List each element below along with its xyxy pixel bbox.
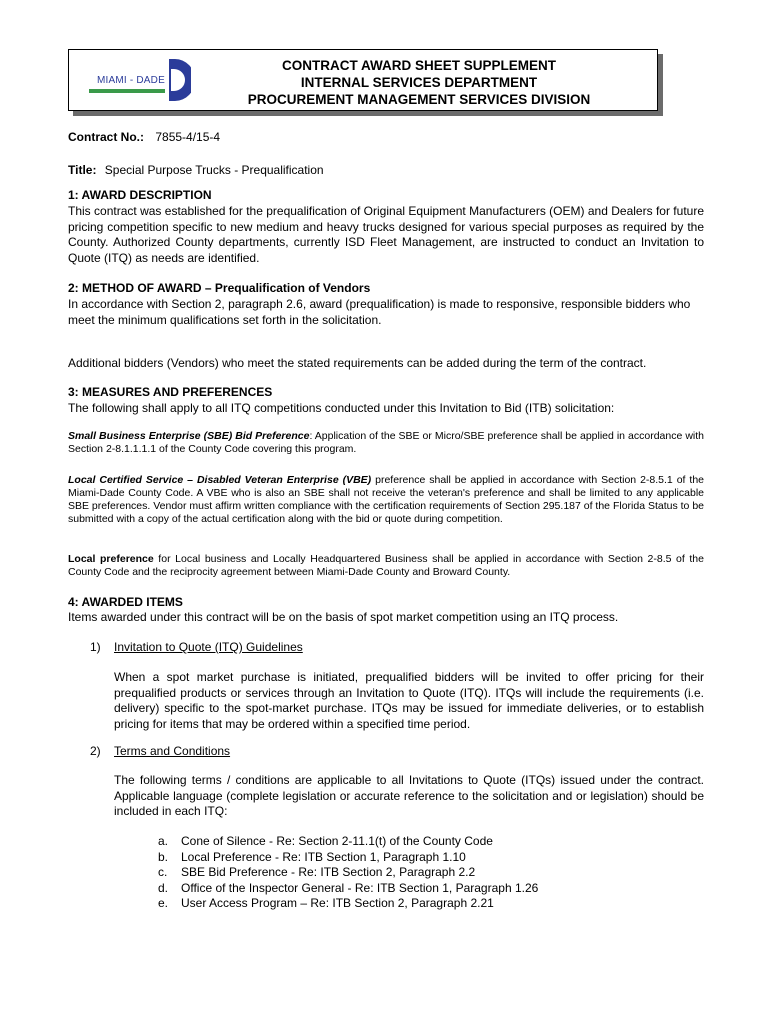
section-2-heading: 2: METHOD OF AWARD – Prequalification of Vendors: [68, 281, 371, 295]
vbe-text: preference shall be applied in accordance with Section 2-8.5.1 of the Miami-Dade County Code. A VBE who is also an SBE shall not receive the veteran's preference and shall be limited to any applicable SBE preferences. Vendor must affirm written compliance with the certification requirements of Section 295.187 of the Florida Status to be submitted with a copy of the actual certification along with the bid or quote during competition.: [68, 474, 704, 525]
sbe-preference: [68, 430, 704, 456]
section-2-body: In accordance with Section 2, paragraph 2.6, award (prequalification) is made to responsive, responsible bidders who meet the minimum qualifications set forth in the solicitation.: [68, 297, 691, 327]
section-4-heading: 4: AWARDED ITEMS: [68, 595, 183, 609]
header-title: [199, 57, 639, 108]
section-1-heading: 1: AWARD DESCRIPTION: [68, 188, 212, 202]
section-3-heading: 3: MEASURES AND PREFERENCES: [68, 385, 273, 399]
header-line-2: INTERNAL SERVICES DEPARTMENT: [300, 75, 538, 90]
sbe-text: : Application of the SBE or Micro/SBE preference shall be applied in accordance with Section 2-8.1.1.1.1 of the County Code covering this program.: [68, 430, 704, 455]
section-2-additional: Additional bidders (Vendors) who meet the stated requirements can be added during the term of the contract.: [68, 356, 647, 370]
local-text: for Local business and Locally Headquartered Business shall be applied in accordance with Section 2-8.5 of the County Code and the reciprocity agreement between Miami-Dade County and Broward County.: [68, 553, 704, 578]
contract-number-value: 7855-4/15-4: [155, 130, 221, 144]
contract-number-label: Contract No.:: [68, 130, 144, 144]
list-item: [158, 865, 578, 881]
list-item-text: Office of the Inspector General - Re: ITB Section 1, Paragraph 1.26: [181, 880, 539, 895]
list-item-text: SBE Bid Preference - Re: ITB Section 2, Paragraph 2.2: [181, 865, 476, 879]
section-4-intro: Items awarded under this contract will be on the basis of spot market competition using an ITQ process.: [68, 610, 619, 624]
list-item: [158, 850, 578, 866]
list-item-letter: c.: [158, 865, 168, 879]
list-item: [158, 834, 578, 850]
list-item-number: 2): [90, 744, 101, 758]
list-item-text: User Access Program – Re: ITB Section 2, Paragraph 2.21: [181, 896, 494, 910]
contract-title: [68, 163, 704, 179]
logo-text: MIAMI - DADE: [97, 75, 165, 86]
itq-guidelines-body: When a spot market purchase is initiated, prequalified bidders will be invited to offer pricing for their prequalified products or services through an Invitation to Quote (ITQ). ITQs will include the requirements (i.e. delivery) specific to the spot-market purchase. ITQs may be issued for immediate deliveries, or to establish pricing for items that may be ordered within a specified time period.: [114, 670, 704, 731]
list-item-letter: b.: [158, 849, 169, 864]
list-item-text: Cone of Silence - Re: Section 2-11.1(t) of the County Code: [181, 834, 493, 848]
terms-conditions-body: The following terms / conditions are applicable to all Invitations to Quote (ITQs) issued under the contract. Applicable language (complete legislation or accurate reference to the solicitation and or legislation) should be included in each ITQ:: [114, 773, 704, 818]
sbe-label: Small Business Enterprise (SBE) Bid Preference: [68, 430, 310, 442]
list-item: [158, 881, 578, 897]
terms-list: [68, 834, 704, 914]
local-preference: [68, 553, 704, 579]
list-item-title: Invitation to Quote (ITQ) Guidelines: [114, 640, 303, 654]
contract-title-label: Title:: [68, 163, 97, 177]
list-item-letter: a.: [158, 834, 169, 848]
list-item-title: Terms and Conditions: [114, 744, 231, 758]
list-item-letter: d.: [158, 880, 169, 895]
header-line-3: PROCUREMENT MANAGEMENT SERVICES DIVISION: [247, 92, 591, 107]
contract-number: [68, 130, 704, 146]
list-item-letter: e.: [158, 896, 169, 910]
vbe-preference: [68, 474, 704, 526]
vbe-label: Local Certified Service – Disabled Veteran Enterprise (VBE): [68, 474, 372, 486]
local-label: Local preference: [68, 553, 154, 565]
miami-dade-logo: [89, 56, 191, 104]
header-box: [68, 49, 658, 111]
header-line-1: CONTRACT AWARD SHEET SUPPLEMENT: [281, 58, 556, 73]
list-item-number: 1): [90, 640, 101, 654]
contract-title-value: Special Purpose Trucks - Prequalification: [104, 163, 324, 177]
section-1-body: This contract was established for the prequalification of Original Equipment Manufacturers (OEM) and Dealers for future pricing competition specific to new medium and heavy trucks designed for various special purposes as required by the County. Authorized County departments, currently ISD Fleet Management, are instructed to conduct an Invitation to Quote (ITQ) as needs are identified.: [68, 204, 704, 265]
section-3-intro: The following shall apply to all ITQ competitions conducted under this Invitation to Bid (ITB) solicitation:: [68, 401, 615, 415]
list-item: [158, 896, 578, 912]
list-item-text: Local Preference - Re: ITB Section 1, Paragraph 1.10: [181, 849, 466, 864]
